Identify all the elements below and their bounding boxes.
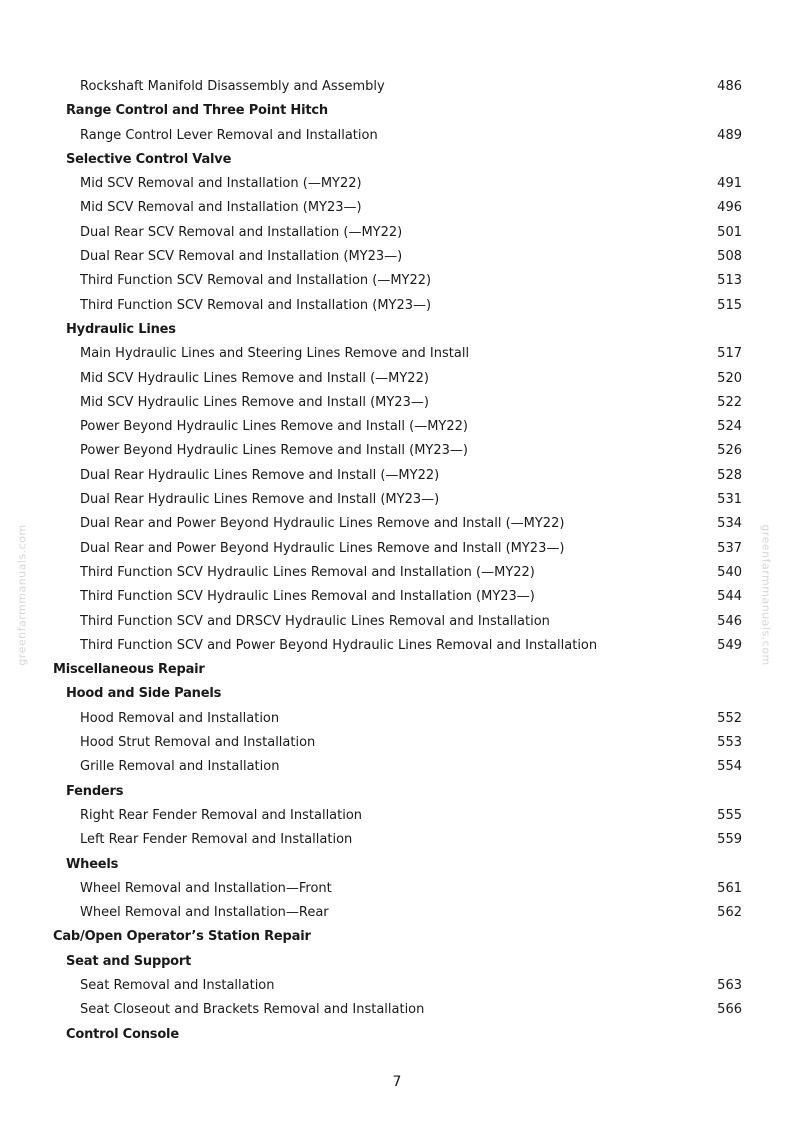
toc-section-heading <box>0 658 794 682</box>
toc-section-heading <box>0 925 794 949</box>
toc-entry-page: 513 <box>717 273 742 289</box>
toc-entry[interactable] <box>0 488 794 512</box>
toc-entry[interactable] <box>0 731 794 755</box>
toc-entry-page: 554 <box>717 759 742 775</box>
toc-entry-page: 517 <box>717 346 742 362</box>
toc-entry-page: 563 <box>717 977 742 993</box>
toc-entry-title: Hydraulic Lines <box>66 321 176 337</box>
toc-entry-title: Main Hydraulic Lines and Steering Lines Remove and Install <box>80 346 470 362</box>
toc-entry-title: Left Rear Fender Removal and Installation <box>80 832 353 848</box>
toc-entry-page: 566 <box>717 1002 742 1018</box>
toc-entry[interactable] <box>0 342 794 366</box>
toc-entry[interactable] <box>0 245 794 269</box>
toc-entry-title: Grille Removal and Installation <box>80 759 280 775</box>
toc-entry-page: 489 <box>717 127 742 143</box>
toc-entry-title: Seat Closeout and Brackets Removal and Installation <box>80 1002 425 1018</box>
toc-entry[interactable] <box>0 804 794 828</box>
toc-entry-title: Mid SCV Hydraulic Lines Remove and Install (—MY22) <box>80 370 429 386</box>
toc-entry-page: 559 <box>717 832 742 848</box>
toc-entry-title: Cab/Open Operator’s Station Repair <box>53 929 311 945</box>
toc-entry-page: 528 <box>717 467 742 483</box>
toc-entry-title: Dual Rear and Power Beyond Hydraulic Lines Remove and Install (MY23—) <box>80 540 565 556</box>
toc-entry-title: Mid SCV Hydraulic Lines Remove and Install (MY23—) <box>80 394 429 410</box>
toc-entry[interactable] <box>0 828 794 852</box>
toc-entry-title: Hood Removal and Installation <box>80 710 280 726</box>
toc-entry-title: Third Function SCV Hydraulic Lines Removal and Installation (MY23—) <box>80 589 535 605</box>
toc-entry-title: Range Control and Three Point Hitch <box>66 103 328 119</box>
toc-entry[interactable] <box>0 634 794 658</box>
watermark-left: greenfarmmanuals.com <box>15 524 29 666</box>
toc-entry-title: Fenders <box>66 783 124 799</box>
toc-entry-page: 546 <box>717 613 742 629</box>
toc-entry-title: Third Function SCV and DRSCV Hydraulic Lines Removal and Installation <box>80 613 550 629</box>
toc-entry-title: Power Beyond Hydraulic Lines Remove and Install (—MY22) <box>80 419 468 435</box>
toc-entry-title: Wheel Removal and Installation—Rear <box>80 905 329 921</box>
toc-entry-page: 486 <box>717 79 742 94</box>
toc-entry[interactable] <box>0 537 794 561</box>
toc-entry[interactable] <box>0 196 794 220</box>
toc-entry[interactable] <box>0 439 794 463</box>
toc-entry[interactable] <box>0 464 794 488</box>
toc-entry-title: Rockshaft Manifold Disassembly and Assembly <box>80 79 385 94</box>
toc-entry-title: Dual Rear SCV Removal and Installation (MY23—) <box>80 249 403 265</box>
toc-entry-page: 555 <box>717 807 742 823</box>
toc-entry-title: Third Function SCV Hydraulic Lines Removal and Installation (—MY22) <box>80 564 535 580</box>
toc-subsection-heading <box>0 780 794 804</box>
toc-entry-page: 544 <box>717 589 742 605</box>
toc-entry-page: 496 <box>717 200 742 216</box>
toc-entry-title: Range Control Lever Removal and Installation <box>80 127 378 143</box>
toc-entry[interactable] <box>0 391 794 415</box>
watermark-right: greenfarmmanuals.com <box>759 524 773 666</box>
toc-entry[interactable] <box>0 974 794 998</box>
toc-entry-title: Third Function SCV Removal and Installation (MY23—) <box>80 297 432 313</box>
toc-entry-title: Seat and Support <box>66 953 192 969</box>
toc-entry-page: 522 <box>717 394 742 410</box>
toc-subsection-heading <box>0 318 794 342</box>
toc-entry-title: Dual Rear SCV Removal and Installation (—MY22) <box>80 224 403 240</box>
toc-entry[interactable] <box>0 998 794 1022</box>
toc-entry-title: Miscellaneous Repair <box>53 662 205 678</box>
toc-entry-title: Dual Rear Hydraulic Lines Remove and Install (—MY22) <box>80 467 440 483</box>
toc-entry-page: 526 <box>717 443 742 459</box>
toc-entry-page: 515 <box>717 297 742 313</box>
toc-entry-page: 501 <box>717 224 742 240</box>
toc-entry-title: Wheels <box>66 856 119 872</box>
toc-entry-page: 540 <box>717 564 742 580</box>
toc-subsection-heading <box>0 99 794 123</box>
table-of-contents <box>0 75 794 1047</box>
toc-entry[interactable] <box>0 269 794 293</box>
toc-subsection-heading <box>0 1023 794 1047</box>
toc-entry[interactable] <box>0 75 794 99</box>
toc-entry-title: Mid SCV Removal and Installation (MY23—) <box>80 200 362 216</box>
toc-entry[interactable] <box>0 755 794 779</box>
toc-entry-page: 524 <box>717 419 742 435</box>
toc-entry-page: 549 <box>717 637 742 653</box>
toc-entry-title: Power Beyond Hydraulic Lines Remove and Install (MY23—) <box>80 443 468 459</box>
toc-entry-title: Control Console <box>66 1026 179 1042</box>
toc-entry[interactable] <box>0 610 794 634</box>
toc-entry[interactable] <box>0 877 794 901</box>
toc-subsection-heading <box>0 853 794 877</box>
toc-entry-page: 531 <box>717 492 742 508</box>
toc-entry-title: Dual Rear and Power Beyond Hydraulic Lines Remove and Install (—MY22) <box>80 516 565 532</box>
toc-entry-page: 520 <box>717 370 742 386</box>
toc-entry-title: Right Rear Fender Removal and Installation <box>80 807 363 823</box>
toc-entry-title: Selective Control Valve <box>66 151 232 167</box>
toc-entry-page: 561 <box>717 880 742 896</box>
toc-entry[interactable] <box>0 561 794 585</box>
toc-entry[interactable] <box>0 707 794 731</box>
toc-entry-title: Seat Removal and Installation <box>80 977 275 993</box>
toc-entry-title: Third Function SCV and Power Beyond Hydraulic Lines Removal and Installation <box>80 637 598 653</box>
toc-entry-page: 508 <box>717 249 742 265</box>
toc-entry-title: Third Function SCV Removal and Installation (—MY22) <box>80 273 432 289</box>
toc-entry[interactable] <box>0 124 794 148</box>
toc-entry[interactable] <box>0 585 794 609</box>
toc-subsection-heading <box>0 148 794 172</box>
toc-entry-title: Hood Strut Removal and Installation <box>80 735 316 751</box>
toc-entry[interactable] <box>0 172 794 196</box>
page-number: 7 <box>392 1074 402 1090</box>
toc-entry-title: Hood and Side Panels <box>66 686 222 702</box>
toc-entry-page: 553 <box>717 735 742 751</box>
toc-entry-page: 562 <box>717 905 742 921</box>
toc-entry-page: 491 <box>717 176 742 192</box>
toc-subsection-heading <box>0 950 794 974</box>
toc-entry-title: Dual Rear Hydraulic Lines Remove and Install (MY23—) <box>80 492 440 508</box>
toc-entry[interactable] <box>0 367 794 391</box>
toc-entry[interactable] <box>0 901 794 925</box>
toc-entry[interactable] <box>0 415 794 439</box>
toc-entry-page: 552 <box>717 710 742 726</box>
toc-entry-page: 534 <box>717 516 742 532</box>
toc-entry[interactable] <box>0 512 794 536</box>
toc-entry[interactable] <box>0 294 794 318</box>
toc-entry-title: Wheel Removal and Installation—Front <box>80 880 332 896</box>
toc-entry-page: 537 <box>717 540 742 556</box>
toc-entry[interactable] <box>0 221 794 245</box>
toc-subsection-heading <box>0 682 794 706</box>
toc-entry-title: Mid SCV Removal and Installation (—MY22) <box>80 176 362 192</box>
